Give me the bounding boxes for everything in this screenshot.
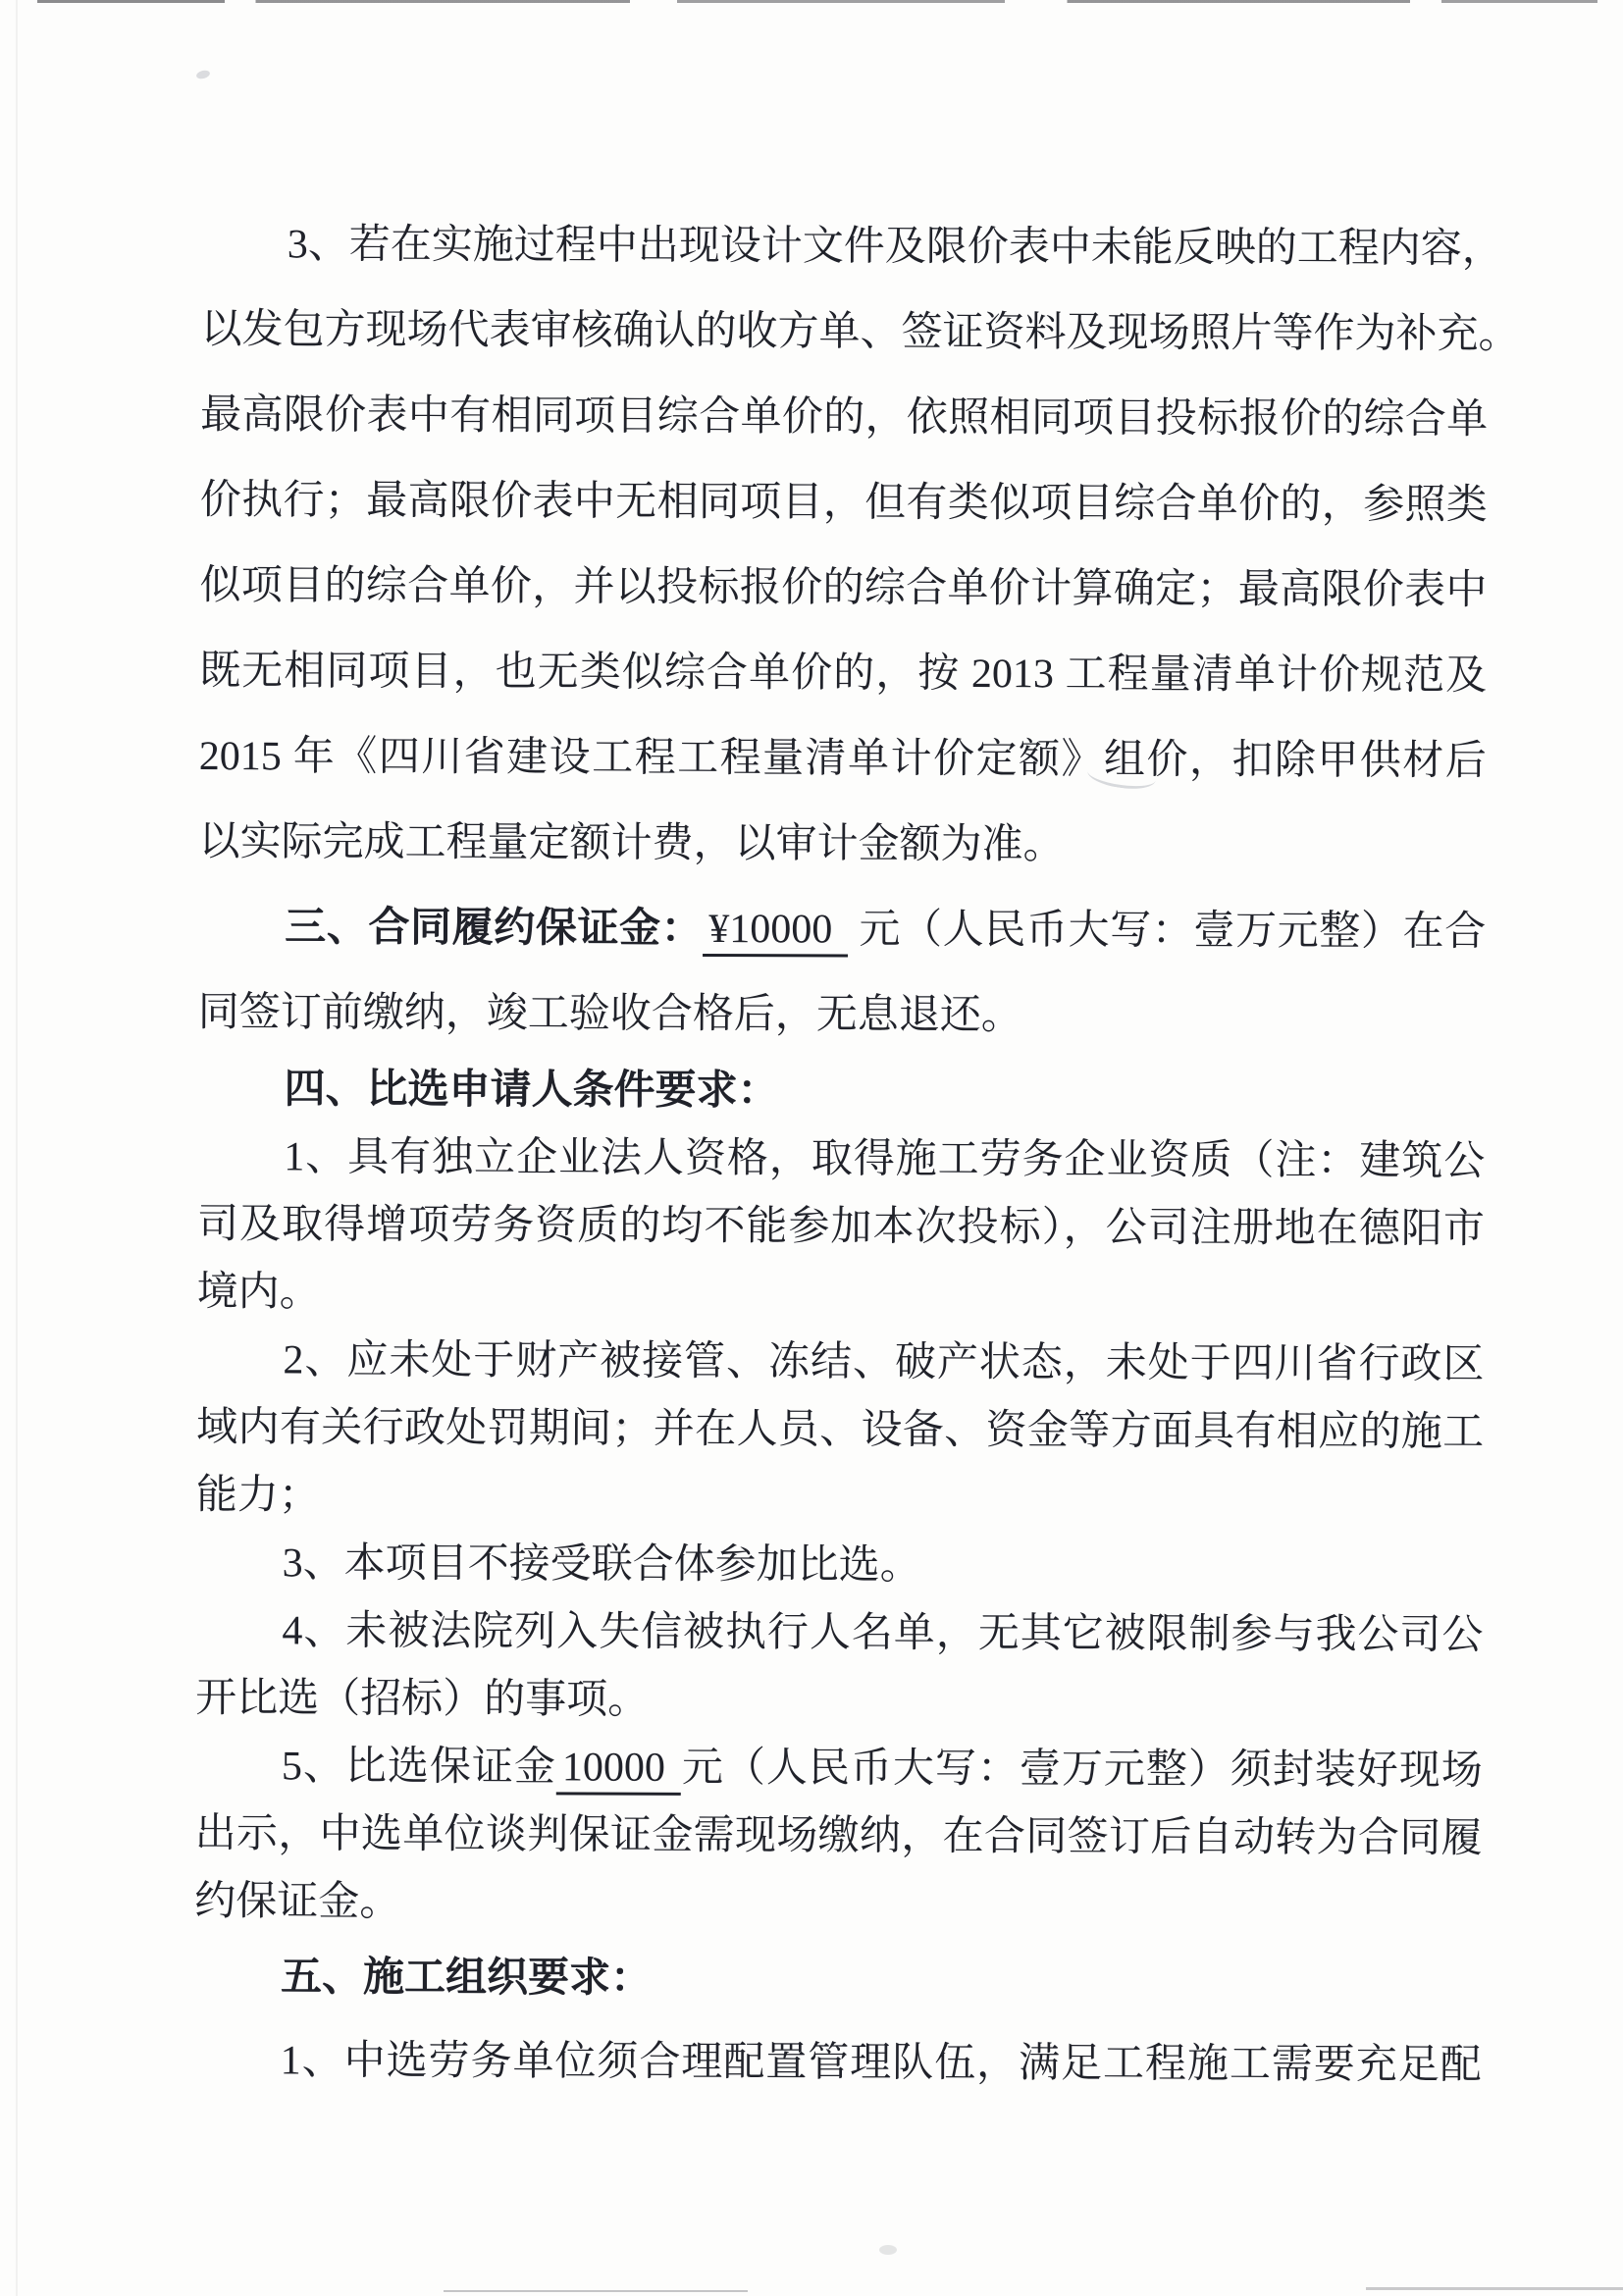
section-3-title: 三、合同履约保证金： [285, 905, 704, 952]
item-4-5-rest: 元（人民币大写：壹万元整）须封装好现场 [680, 1745, 1483, 1795]
clause-2-3-line-5: 似项目的综合单价，并以投标报价的综合单价计算确定；最高限价表中 [199, 562, 1488, 614]
item-4-2-line-2: 域内有关行政处罚期间；并在人员、设备、资金等方面具有相应的施工 [196, 1404, 1485, 1456]
item-4-1-line-2: 司及取得增项劳务资质的均不能参加本次投标），公司注册地在德阳市 [196, 1201, 1486, 1253]
item-4-2-line-3: 能力； [195, 1472, 321, 1519]
scan-speck [195, 69, 211, 79]
section-5-heading: 五、施工组织要求： [280, 1955, 653, 2002]
clause-2-3-line-6: 既无相同项目，也无类似综合单价的，按 2013 工程量清单计价规范及 [199, 648, 1488, 700]
item-4-2-line-1: 2、应未处于财产被接管、冻结、破产状态，未处于四川省行政区 [283, 1337, 1485, 1388]
clause-2-3-line-1: 3、若在实施过程中出现设计文件及限价表中未能反映的工程内容， [287, 222, 1503, 273]
scan-edge-left [16, 0, 18, 2296]
item-4-5-line-2: 出示，中选单位谈判保证金需现场缴纳，在合同签订后自动转为合同履 [194, 1810, 1483, 1862]
section-4-heading: 四、比选申请人条件要求： [284, 1067, 779, 1115]
bid-bond-amount-underlined: 10000 [556, 1745, 681, 1795]
item-4-1-line-1: 1、具有独立企业法人资格，取得施工劳务企业资质（注：建筑公 [284, 1134, 1486, 1185]
scan-edge-bottom [444, 2290, 748, 2292]
section-3-line-2: 同签订前缴纳，竣工验收合格后，无息退还。 [197, 989, 1022, 1039]
clause-2-3-line-4: 价执行；最高限价表中无相同项目，但有类似项目综合单价的，参照类 [199, 477, 1488, 529]
item-5-1-line-1: 1、中选劳务单位须合理配置管理队伍，满足工程施工需要充足配 [280, 2038, 1482, 2089]
item-4-5-line-3: 约保证金。 [194, 1878, 401, 1925]
scan-edge-top [37, 0, 1597, 3]
item-4-5-prefix: 5、比选保证金 [281, 1744, 556, 1791]
item-4-4-line-2: 开比选（招标）的事项。 [195, 1675, 650, 1723]
scan-edge-bottom [1366, 2287, 1623, 2290]
section-3-line-rest: 元（人民币大写：壹万元整）在合 [848, 907, 1487, 956]
clause-2-3-line-7: 2015 年《四川省建设工程工程量清单计价定额》组价，扣除甲供材后 [198, 733, 1487, 785]
scan-smudge [879, 2245, 897, 2255]
document-text-block [194, 202, 1520, 2107]
clause-2-3-line-8: 以实际完成工程量定额计费，以审计金额为准。 [198, 818, 1065, 868]
performance-bond-amount-underlined: ¥10000 [703, 907, 848, 958]
item-4-5-line-1 [195, 1733, 1483, 1805]
item-4-4-line-1: 4、未被法院列入失信被执行人名单，无其它被限制参与我公司公 [282, 1608, 1484, 1659]
item-4-1-line-3: 境内。 [196, 1269, 321, 1316]
clause-2-3-line-3: 最高限价表中有相同项目综合单价的，依照相同项目投标报价的综合单 [200, 391, 1489, 444]
item-4-3-line-1: 3、本项目不接受联合体参加比选。 [282, 1540, 921, 1589]
section-3-heading-line [198, 885, 1486, 975]
clause-2-3-line-2: 以发包方现场代表审核确认的收方单、签证资料及现场照片等作为补充。 [200, 306, 1520, 358]
